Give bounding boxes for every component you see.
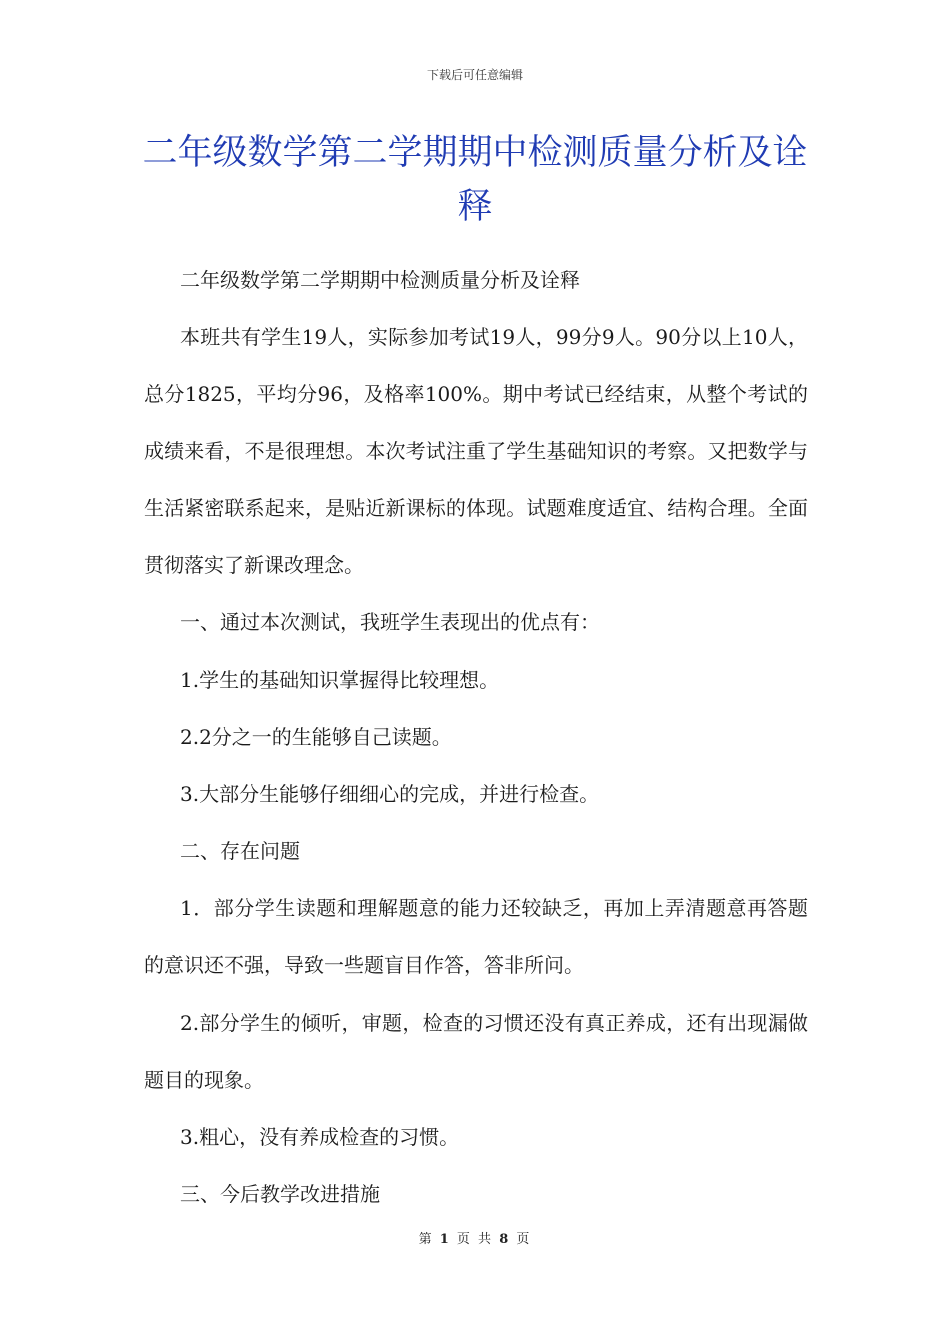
list-item-problem-3: 3.粗心，没有养成检查的习惯。 xyxy=(180,1125,460,1149)
page-footer xyxy=(0,1228,950,1247)
header-note: 下载后可任意编辑 xyxy=(426,68,523,82)
list-item-strength-3: 3.大部分生能够仔细细心的完成，并进行检查。 xyxy=(180,782,600,806)
list-item-strength-1: 1.学生的基础知识掌握得比较理想。 xyxy=(180,668,500,692)
section-heading-strengths: 一、通过本次测试，我班学生表现出的优点有： xyxy=(180,610,600,634)
document-title: 二年级数学第二学期期中检测质量分析及诠释 xyxy=(142,133,808,227)
footer-suffix: 页 xyxy=(516,1232,532,1247)
list-item-problem-2: 2.部分学生的倾听，审题，检查的习惯还没有真正养成，还有出现漏做题目的现象。 xyxy=(144,1011,808,1092)
paragraph-summary: 本班共有学生19人，实际参加考试19人，99分9人。90分以上10人，总分1825，平均分96，及格率100%。期中考试已经结束，从整个考试的成绩来看，不是很理想。本次考试注重了学生基础知识的考察。又把数学与生活紧密联系起来，是贴近新课标的体现。试题难度适宜、结构合理。全面贯彻落实了新课改理念。 xyxy=(144,325,808,577)
footer-total-pages: 8 xyxy=(499,1232,511,1247)
paragraph-subtitle: 二年级数学第二学期期中检测质量分析及诠释 xyxy=(180,268,580,292)
list-item-problem-1: 1．部分学生读题和理解题意的能力还较缺乏，再加上弄清题意再答题的意识还不强，导致一些题盲目作答，答非所问。 xyxy=(144,896,808,977)
section-heading-problems: 二、存在问题 xyxy=(180,839,300,863)
list-item-strength-2: 2.2分之一的生能够自己读题。 xyxy=(180,725,452,749)
section-heading-improvements: 三、今后教学改进措施 xyxy=(180,1182,380,1206)
footer-middle: 页 共 xyxy=(456,1232,494,1247)
footer-prefix: 第 xyxy=(418,1232,434,1247)
footer-page-number: 1 xyxy=(439,1232,451,1247)
